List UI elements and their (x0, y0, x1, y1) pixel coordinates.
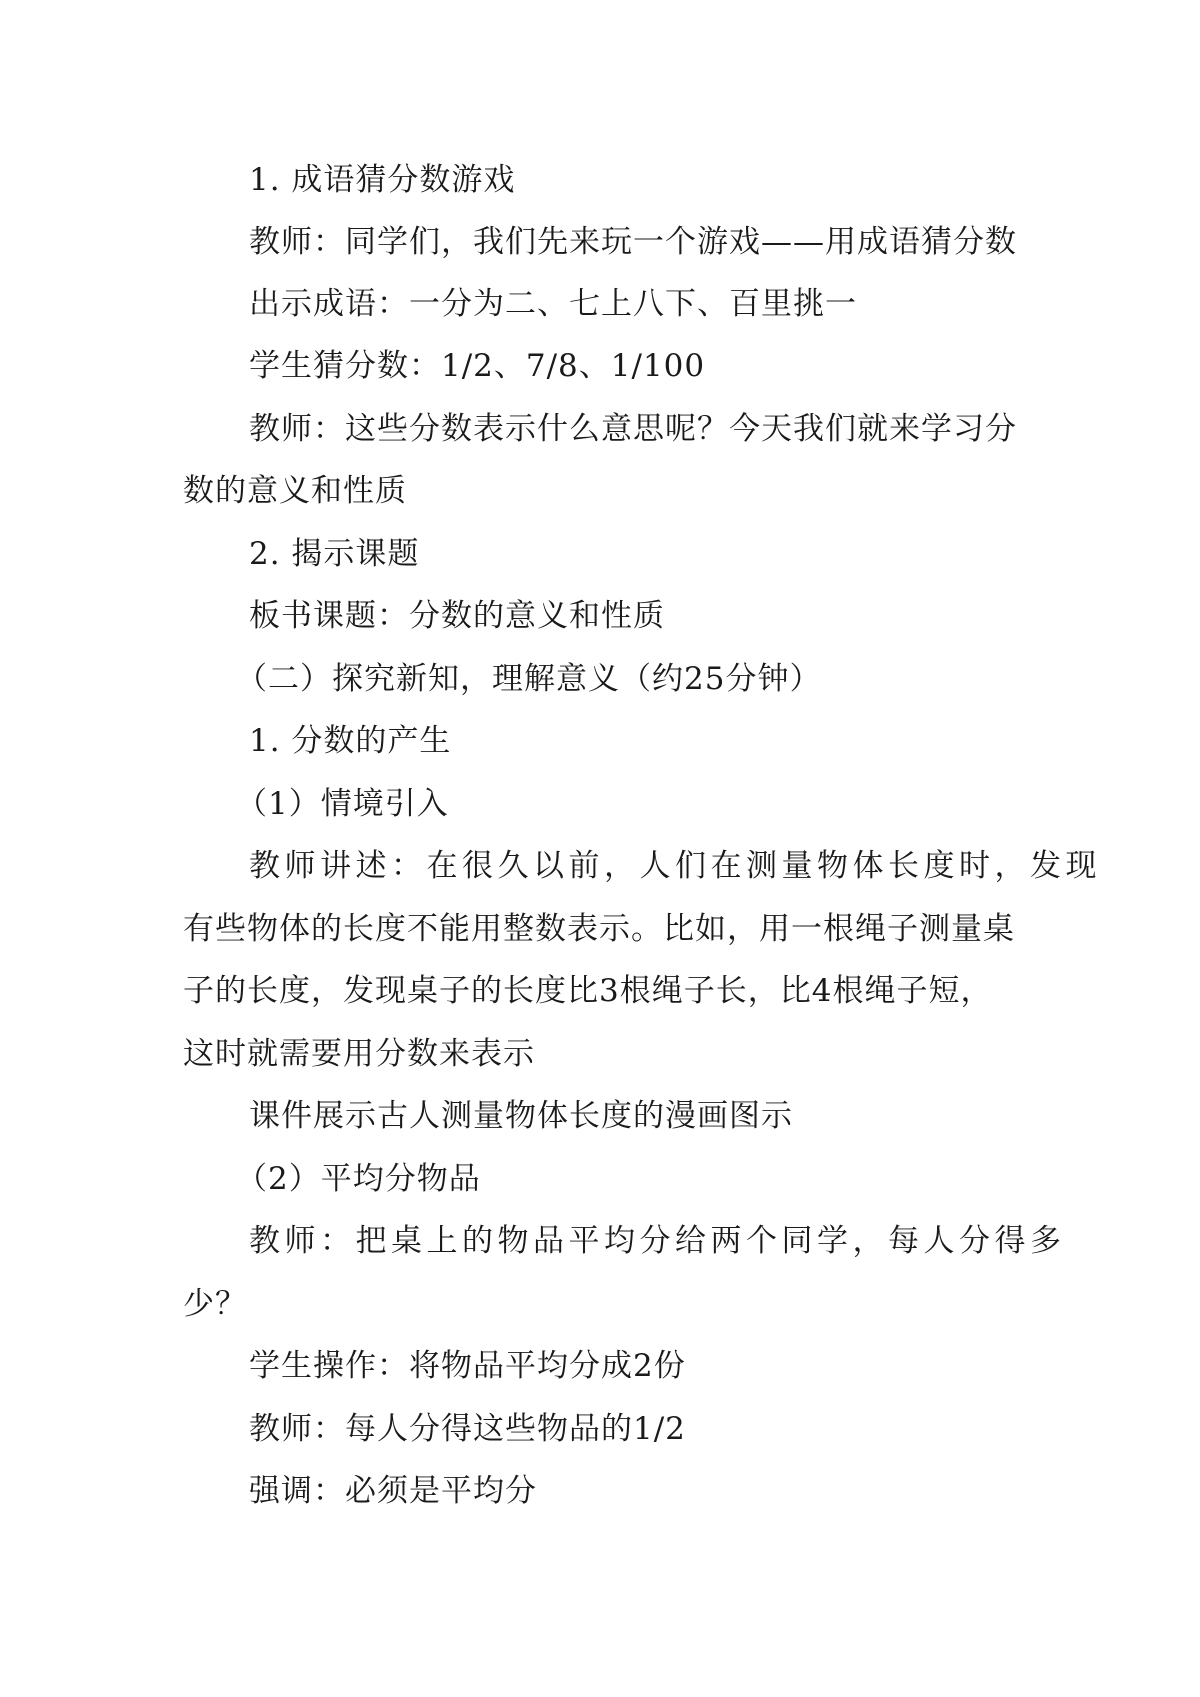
text-line-teacher-intro: 教师：同学们，我们先来玩一个游戏——用成语猜分数 (249, 224, 1017, 260)
text-line-section-two: （二）探究新知，理解意义（约25分钟） (236, 661, 822, 697)
text-line-heading-origin: 1. 分数的产生 (249, 723, 452, 759)
text-line-board-topic: 板书课题：分数的意义和性质 (249, 598, 665, 634)
text-line-student-guess: 学生猜分数：1/2、7/8、1/100 (249, 348, 706, 384)
text-line-teacher-question: 教师：这些分数表示什么意思呢？今天我们就来学习分 (249, 411, 1017, 447)
text-line-subheading-divide: （2）平均分物品 (236, 1161, 481, 1197)
text-line-show-idioms: 出示成语：一分为二、七上八下、百里挑一 (249, 286, 857, 322)
text-line-courseware-display: 课件展示古人测量物体长度的漫画图示 (249, 1098, 793, 1134)
text-line-narration-cont-2: 子的长度，发现桌子的长度比3根绳子长，比4根绳子短， (183, 973, 993, 1009)
text-line-narration-cont-1: 有些物体的长度不能用整数表示。比如，用一根绳子测量桌 (183, 911, 1015, 947)
text-line-teacher-question-cont: 数的意义和性质 (183, 473, 407, 509)
text-line-student-operation: 学生操作：将物品平均分成2份 (249, 1348, 686, 1384)
text-line-subheading-context: （1）情境引入 (236, 786, 449, 822)
text-line-teacher-divide: 教师：把桌上的物品平均分给两个同学，每人分得多 (249, 1223, 1066, 1259)
text-line-teacher-divide-cont: 少？ (183, 1286, 247, 1322)
text-line-emphasis: 强调：必须是平均分 (249, 1473, 537, 1509)
text-line-heading-idiom-game: 1. 成语猜分数游戏 (249, 162, 516, 198)
text-line-narration-cont-3: 这时就需要用分数来表示 (183, 1036, 535, 1072)
text-line-heading-reveal-topic: 2. 揭示课题 (249, 536, 420, 572)
text-line-teacher-narration: 教师讲述：在很久以前，人们在测量物体长度时，发现 (249, 848, 1101, 884)
text-line-teacher-half: 教师：每人分得这些物品的1/2 (249, 1411, 686, 1447)
